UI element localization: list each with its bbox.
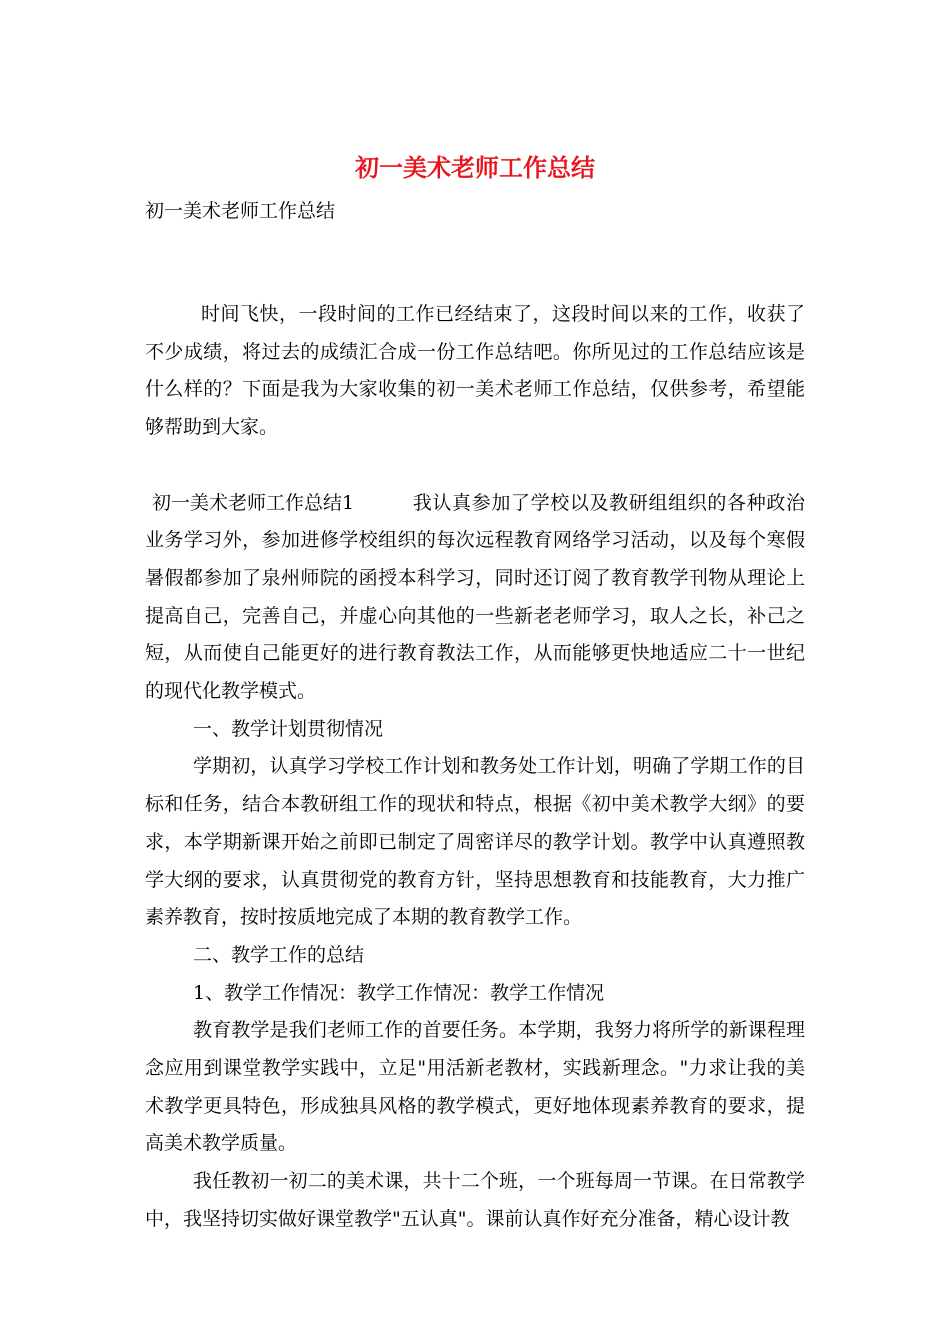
document-subtitle: 初一美术老师工作总结 [145,200,336,222]
heading-teaching-summary: 二、教学工作的总结 [193,943,365,966]
teaching-plan-paragraph: 学期初，认真学习学校工作计划和教务处工作计划，明确了学期工作的目标和任务，结合本教研组工作的现状和特点，根据《初中美术教学大纲》的要求，本学期新课开始之前即已制定了周密详尽的教学计划。教学中认真遵照教学大纲的要求，认真贯彻党的教育方针，坚持思想教育和技能教育，大力推广素养教育，按时按质地完成了本期的教育教学工作。 [145,755,805,929]
section1-text: 我认真参加了学校以及教研组组织的各种政治业务学习外，参加进修学校组织的每次远程教育网络学习活动，以及每个寒假暑假都参加了泉州师院的函授本科学习，同时还订阅了教育教学刊物从理论上提高自己，完善自己，并虚心向其他的一些新老老师学习，取人之长，补己之短，从而使自己能更好的进行教育教法工作，从而能够更快地适应二十一世纪的现代化教学模式。 [145,491,805,703]
section1-paragraph [145,485,805,711]
section1-heading: 初一美术老师工作总结1 [152,491,355,514]
teaching-situation-paragraph: 教育教学是我们老师工作的首要任务。本学期，我努力将所学的新课程理念应用到课堂教学实践中，立足"用活新老教材，实践新理念。"力求让我的美术教学更具特色，形成独具风格的教学模式，更好地体现素养教育的要求，提高美术教学质量。 [145,1019,805,1155]
heading-teaching-plan: 一、教学计划贯彻情况 [193,717,384,740]
heading-teaching-situation: 1、教学工作情况：教学工作情况：教学工作情况 [193,981,605,1004]
blank-line [145,447,805,485]
classroom-paragraph: 我任教初一初二的美术课，共十二个班，一个班每周一节课。在日常教学中，我坚持切实做好课堂教学"五认真"。课前认真作好充分准备，精心设计教 [145,1170,805,1230]
document-title: 初一美术老师工作总结 [355,153,595,182]
intro-paragraph: 时间飞快，一段时间的工作已经结束了，这段时间以来的工作，收获了不少成绩，将过去的成绩汇合成一份工作总结吧。你所见过的工作总结应该是什么样的？下面是我为大家收集的初一美术老师工作总结，仅供参考，希望能够帮助到大家。 [145,303,805,439]
document-body [145,296,805,1239]
